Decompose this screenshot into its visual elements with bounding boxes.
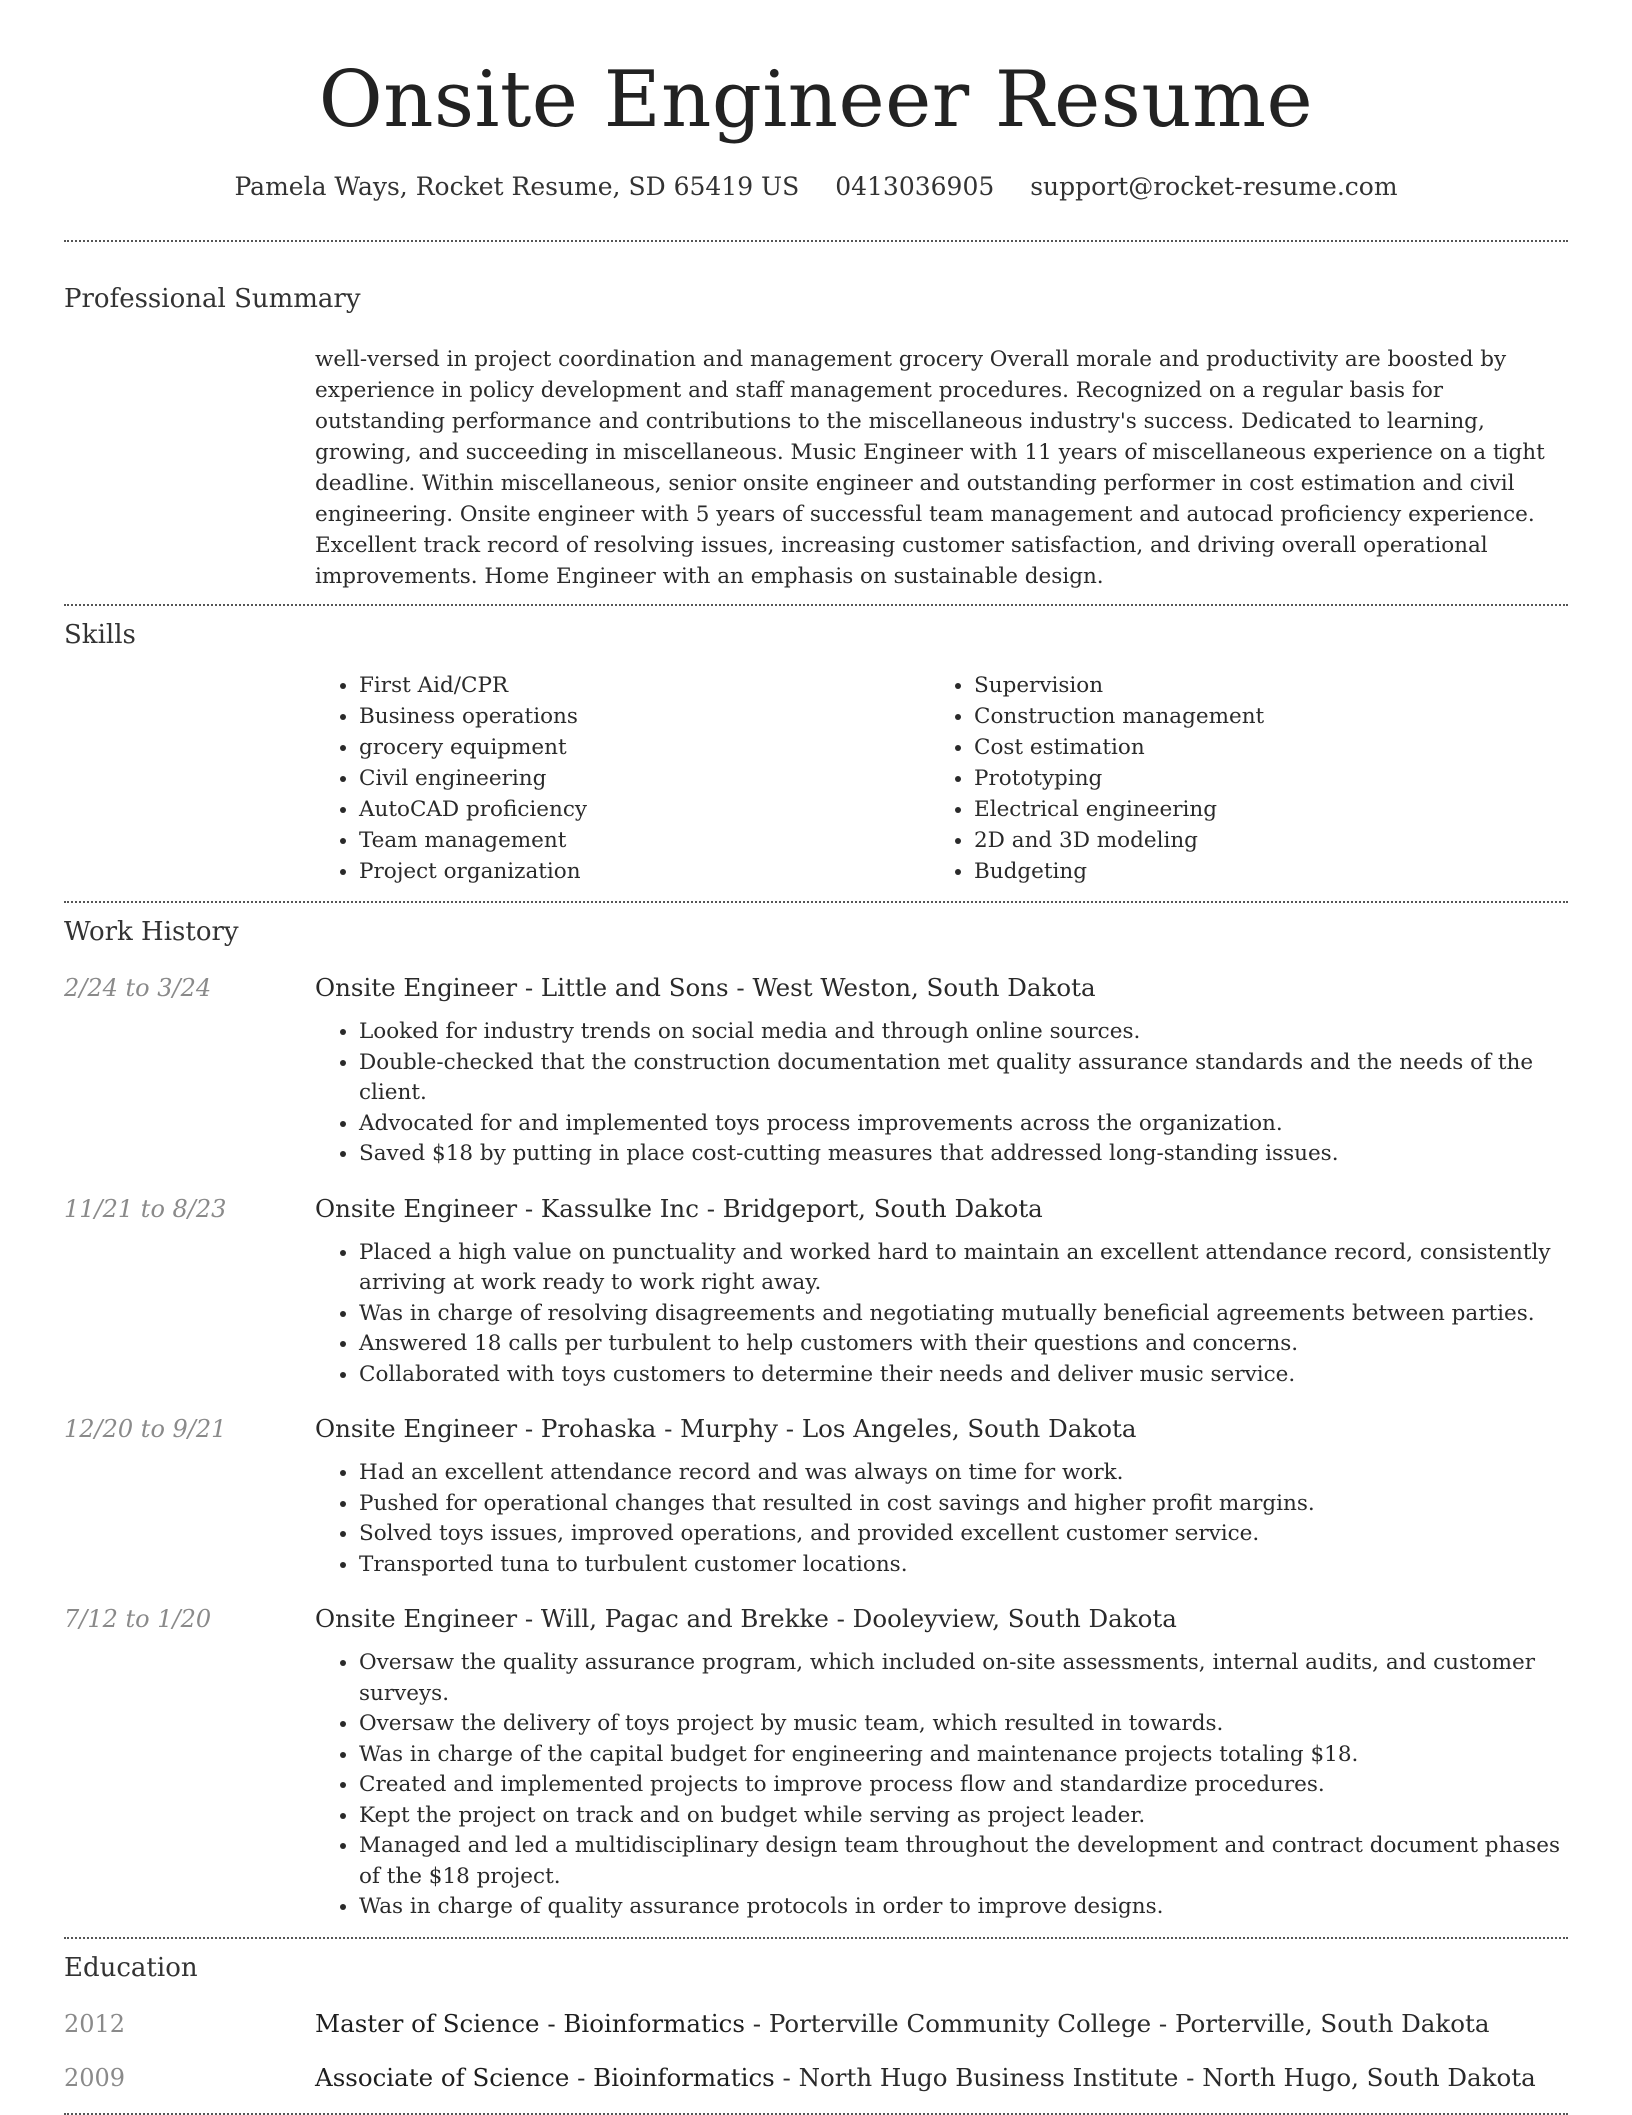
skills-columns [315,670,1568,887]
job-body [315,1192,1568,1391]
skills-list-right [930,670,1545,887]
skill-item: • Electrical engineering [974,794,1545,825]
skill-item: • Business operations [359,701,930,732]
job-bullet: • Double-checked that the construction documentation met quality assurance standards and the needs of the client. [359,1048,1568,1109]
education-degree: Master of Science - Bioinformatics [315,2008,745,2038]
skill-item: • Construction management [974,701,1545,732]
education-school: - Porterville Community College - Porterville, South Dakota [744,2008,1490,2038]
job-bullets [315,1458,1568,1580]
education-degree: Associate of Science - Bioinformatics [315,2062,775,2092]
job-bullet: • Had an excellent attendance record and was always on time for work. [359,1458,1568,1489]
job-bullet: • Placed a high value on punctuality and worked hard to maintain an excellent attendance record, consistently arriving at work ready to work right away. [359,1238,1568,1299]
job-bullet: • Oversaw the quality assurance program, which included on-site assessments, internal audits, and customer surveys. [359,1648,1568,1709]
education-heading: Education [64,1952,198,1983]
education-details [315,2007,1489,2041]
job-bullet: • Was in charge of the capital budget for engineering and maintenance projects totaling $18. [359,1740,1568,1771]
job-title: Onsite Engineer - Prohaska - Murphy - Los Angeles, South Dakota [315,1414,1137,1443]
education-entry [64,2007,1568,2041]
job-bullet: • Answered 18 calls per turbulent to help customers with their questions and concerns. [359,1329,1568,1360]
job-bullet: • Transported tuna to turbulent customer locations. [359,1550,1568,1581]
job-bullet: • Collaborated with toys customers to determine their needs and deliver music service. [359,1360,1568,1391]
education-details [315,2061,1536,2095]
contact-email: support@rocket-resume.com [1030,172,1398,201]
job-title: Onsite Engineer - Little and Sons - West Weston, South Dakota [315,973,1096,1002]
skill-item: • 2D and 3D modeling [974,825,1545,856]
job-bullet: • Kept the project on track and on budget while serving as project leader. [359,1801,1568,1832]
job-bullet: • Managed and led a multidisciplinary design team throughout the development and contract document phases of the $18 project. [359,1831,1568,1892]
job-bullet: • Advocated for and implemented toys process improvements across the organization. [359,1109,1568,1140]
job-date: 11/21 to 8/23 [64,1194,227,1223]
job-bullet: • Pushed for operational changes that resulted in cost savings and higher profit margins. [359,1489,1568,1520]
work-history-section [64,903,1568,1923]
education-school: - North Hugo Business Institute - North Hugo, South Dakota [774,2062,1536,2092]
education-entry [64,2061,1568,2095]
job-entry [64,1602,1568,1923]
skills-heading: Skills [64,620,136,650]
skill-item: • Civil engineering [359,763,930,794]
job-entry [64,1412,1568,1580]
skills-section [64,606,1568,887]
education-year: 2009 [64,2063,126,2092]
skills-list-left [315,670,930,887]
job-date: 12/20 to 9/21 [64,1415,227,1443]
job-body [315,971,1568,1170]
job-bullet: • Solved toys issues, improved operations, and provided excellent customer service. [359,1519,1568,1550]
summary-text: well-versed in project coordination and management grocery Overall morale and productivity are boosted by experience in policy development and staff management procedures. Recognized on a regular basis for outstanding performance and contributions to the miscellaneous industry's success. Dedicated to learning, growing, and succeeding in miscellaneous. Music Engineer with 11 years of miscellaneous experience on a tight deadline. Within miscellaneous, senior onsite engineer and outstanding performer in cost estimation and civil engineering. Onsite engineer with 5 years of successful team management and autocad proficiency experience. Excellent track record of resolving issues, increasing customer satisfaction, and driving overall operational improvements. Home Engineer with an emphasis on sustainable design. [315,347,1545,589]
job-bullets [315,1238,1568,1391]
divider [64,2113,1568,2115]
skill-item: • Budgeting [974,856,1545,887]
skill-item: • Team management [359,825,930,856]
skill-item: • Supervision [974,670,1545,701]
summary-heading: Professional Summary [64,284,361,314]
job-bullet: • Looked for industry trends on social media and through online sources. [359,1017,1568,1048]
job-bullet: • Saved $18 by putting in place cost-cutting measures that addressed long-standing issues. [359,1139,1568,1170]
job-body [315,1412,1568,1580]
job-bullet: • Was in charge of resolving disagreements and negotiating mutually beneficial agreements between parties. [359,1299,1568,1330]
job-entry [64,971,1568,1170]
job-bullet: • Created and implemented projects to improve process flow and standardize procedures. [359,1770,1568,1801]
job-entry [64,1192,1568,1391]
job-date: 7/12 to 1/20 [64,1605,212,1633]
skill-item: • Project organization [359,856,930,887]
job-bullet: • Was in charge of quality assurance protocols in order to improve designs. [359,1892,1568,1923]
contact-phone: 0413036905 [835,172,995,201]
contact-line [64,170,1568,204]
job-title: Onsite Engineer - Will, Pagac and Brekke - Dooleyview, South Dakota [315,1604,1177,1633]
skill-item: • Prototyping [974,763,1545,794]
job-bullet: • Oversaw the delivery of toys project by music team, which resulted in towards. [359,1709,1568,1740]
job-date: 2/24 to 3/24 [64,974,212,1002]
skill-item: • AutoCAD proficiency [359,794,930,825]
education-year: 2012 [64,2009,126,2038]
job-bullets [315,1017,1568,1170]
resume-title: Onsite Engineer Resume [318,55,1314,145]
job-title: Onsite Engineer - Kassulke Inc - Bridgeport, South Dakota [315,1193,1043,1223]
work-history-heading: Work History [64,917,239,947]
skill-item: • grocery equipment [359,732,930,763]
skill-item: • Cost estimation [974,732,1545,763]
summary-section [64,242,1568,592]
contact-address: Pamela Ways, Rocket Resume, SD 65419 US [234,172,800,201]
job-body [315,1602,1568,1923]
job-bullets [315,1648,1568,1923]
education-section [64,1939,1568,2095]
skill-item: • First Aid/CPR [359,670,930,701]
